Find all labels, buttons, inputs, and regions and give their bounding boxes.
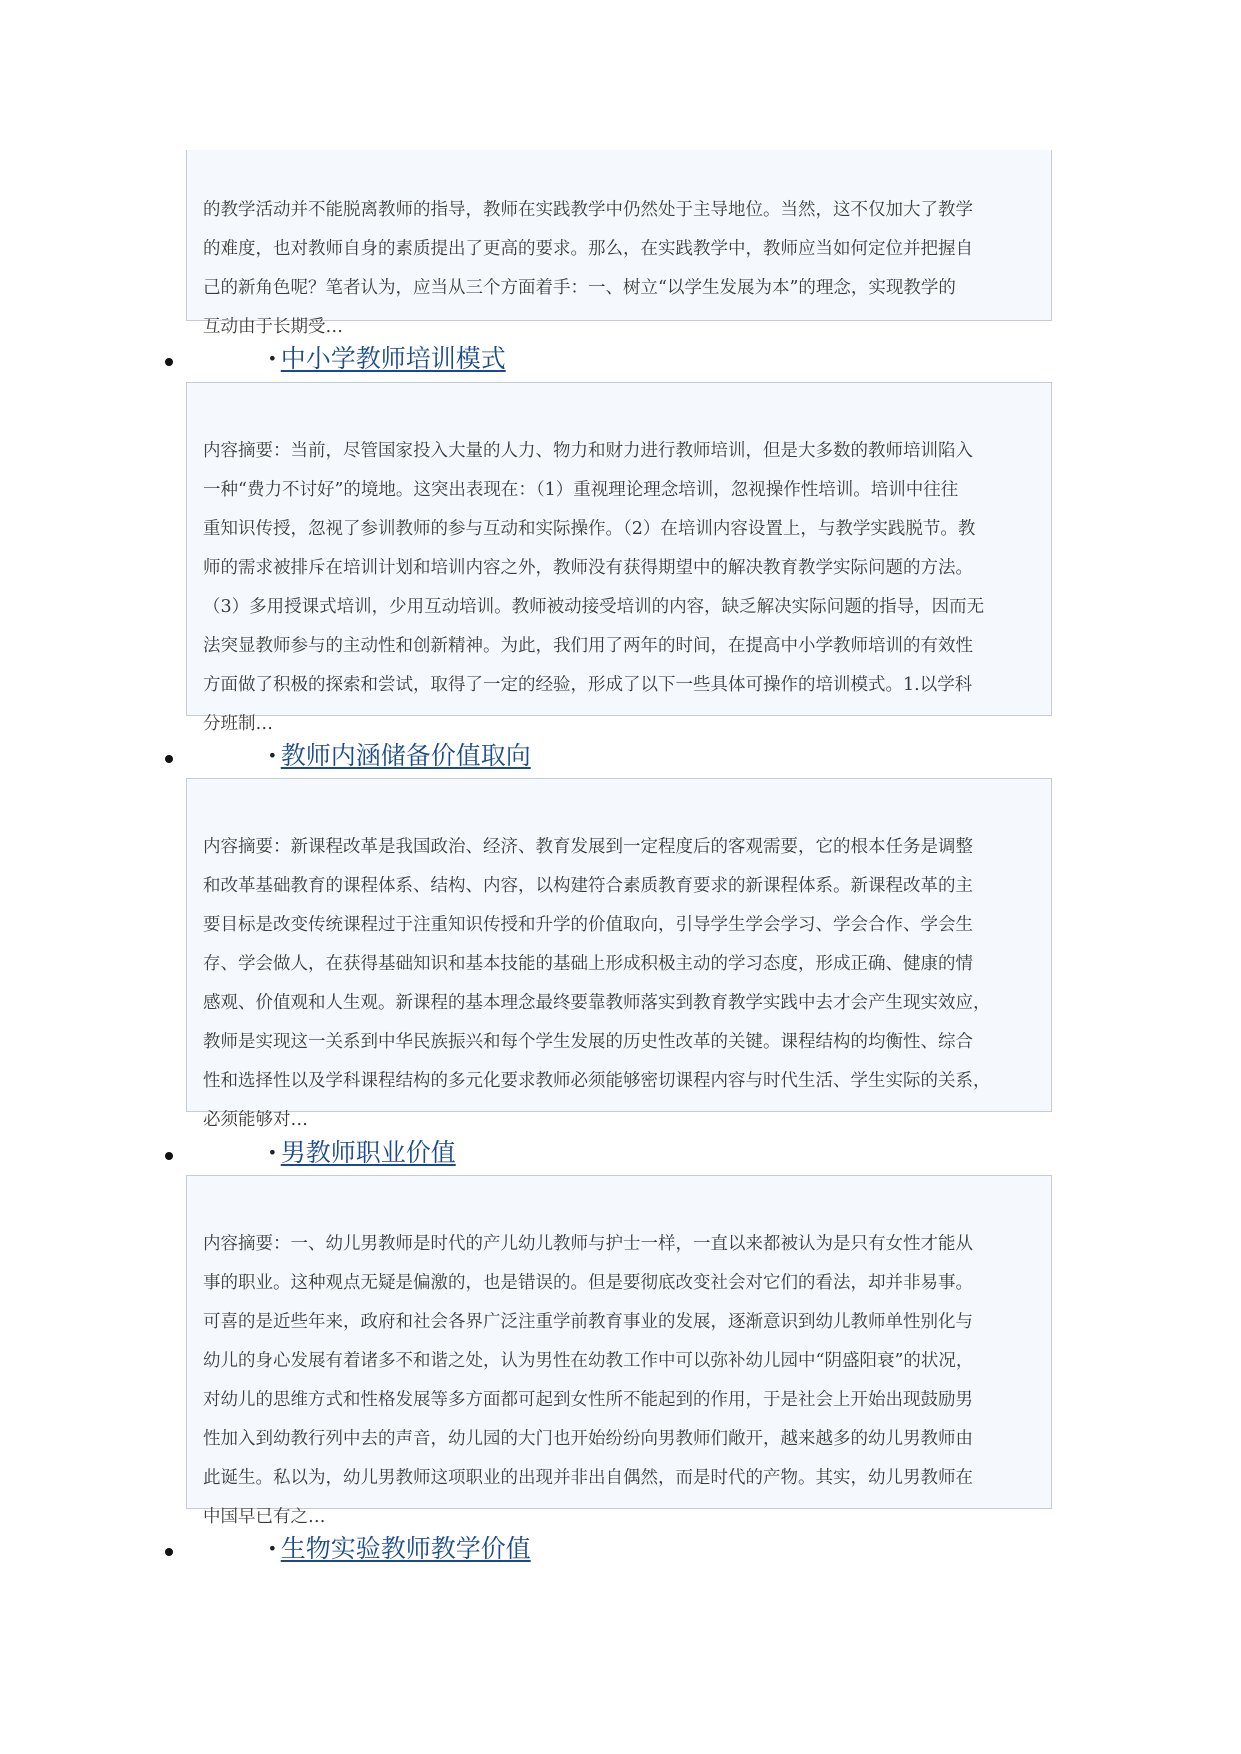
entry-title-link[interactable]: 教师内涵储备价值取向	[280, 741, 531, 770]
abstract-box	[186, 1175, 1052, 1527]
entry-title	[268, 1137, 456, 1169]
title-dot: ·	[268, 344, 277, 373]
list-bullet	[165, 755, 173, 763]
entry-title-link[interactable]: 生物实验教师教学价值	[280, 1534, 531, 1563]
title-dot: ·	[268, 741, 277, 770]
abstract-text: 内容摘要：当前，尽管国家投入大量的人力、物力和财力进行教师培训，但是大多数的教师培训陷入 一种“费力不讨好”的境地。这突出表现在：（1）重视理论理念培训，忽视操作性培训。培训中往往 重知识传授，忽视了参训教师的参与互动和实际操作。（2）在培训内容设置上，与教学实践脱节。教 师的需求被排斥在培训计划和培训内容之外，教师没有获得期望中的解决教育教学实际问题的方法。 （3）多用授课式培训，少用互动培训。教师被动接受培训的内容，缺乏解决实际问题的指导，因而无 法突显教师参与的主动性和创新精神。为此，我们用了两年的时间，在提高中小学教师培训的有效性 方面做了积极的探索和尝试，取得了一定的经验，形成了以下一些具体可操作的培训模式。1.以学科 分班制…	[203, 441, 985, 734]
abstract-text: 的教学活动并不能脱离教师的指导，教师在实践教学中仍然处于主导地位。当然，这不仅加大了教学 的难度，也对教师自身的素质提出了更高的要求。那么，在实践教学中，教师应当如何定位并把握自 己的新角色呢？笔者认为，应当从三个方面着手：一、树立“以学生发展为本”的理念，实现教学的 互动由于长期受…	[203, 200, 973, 337]
entry-title	[268, 343, 506, 375]
list-bullet	[165, 1152, 173, 1160]
title-dot: ·	[268, 1534, 277, 1563]
abstract-text: 内容摘要：一、幼儿男教师是时代的产儿幼儿教师与护士一样，一直以来都被认为是只有女性才能从 事的职业。这种观点无疑是偏激的，也是错误的。但是要彻底改变社会对它们的看法，却并非易事。 可喜的是近些年来，政府和社会各界广泛注重学前教育事业的发展，逐渐意识到幼儿教师单性别化与 幼儿的身心发展有着诸多不和谐之处，认为男性在幼教工作中可以弥补幼儿园中“阴盛阳衰”的状况， 对幼儿的思维方式和性格发展等多方面都可起到女性所不能起到的作用，于是社会上开始出现鼓励男 性加入到幼教行列中去的声音，幼儿园的大门也开始纷纷向男教师们敞开，越来越多的幼儿男教师由 此诞生。私以为，幼儿男教师这项职业的出现并非出自偶然，而是时代的产物。其实，幼儿男教师在 中国早已有之…	[203, 1234, 974, 1527]
entry-title-link[interactable]: 中小学教师培训模式	[280, 344, 506, 373]
abstract-text: 内容摘要：新课程改革是我国政治、经济、教育发展到一定程度后的客观需要，它的根本任务是调整 和改革基础教育的课程体系、结构、内容，以构建符合素质教育要求的新课程体系。新课程改革的主 要目标是改变传统课程过于注重知识传授和升学的价值取向，引导学生学会学习、学会合作、学会生 存、学会做人，在获得基础知识和基本技能的基础上形成积极主动的学习态度，形成正确、健康的情 感观、价值观和人生观。新课程的基本理念最终要靠教师落实到教育教学实践中去才会产生现实效应， 教师是实现这一关系到中华民族振兴和每个学生发展的历史性改革的关键。课程结构的均衡性、综合 性和选择性以及学科课程结构的多元化要求教师必须能够密切课程内容与时代生活、学生实际的关系， 必须能够对…	[203, 837, 991, 1130]
title-dot: ·	[268, 1138, 277, 1167]
list-bullet	[165, 358, 173, 366]
abstract-box	[186, 150, 1052, 337]
list-bullet	[165, 1548, 173, 1556]
abstract-box	[186, 382, 1052, 734]
entry-title	[268, 1533, 531, 1565]
entry-title-link[interactable]: 男教师职业价值	[280, 1138, 456, 1167]
entry-title	[268, 740, 531, 772]
abstract-box	[186, 778, 1052, 1130]
